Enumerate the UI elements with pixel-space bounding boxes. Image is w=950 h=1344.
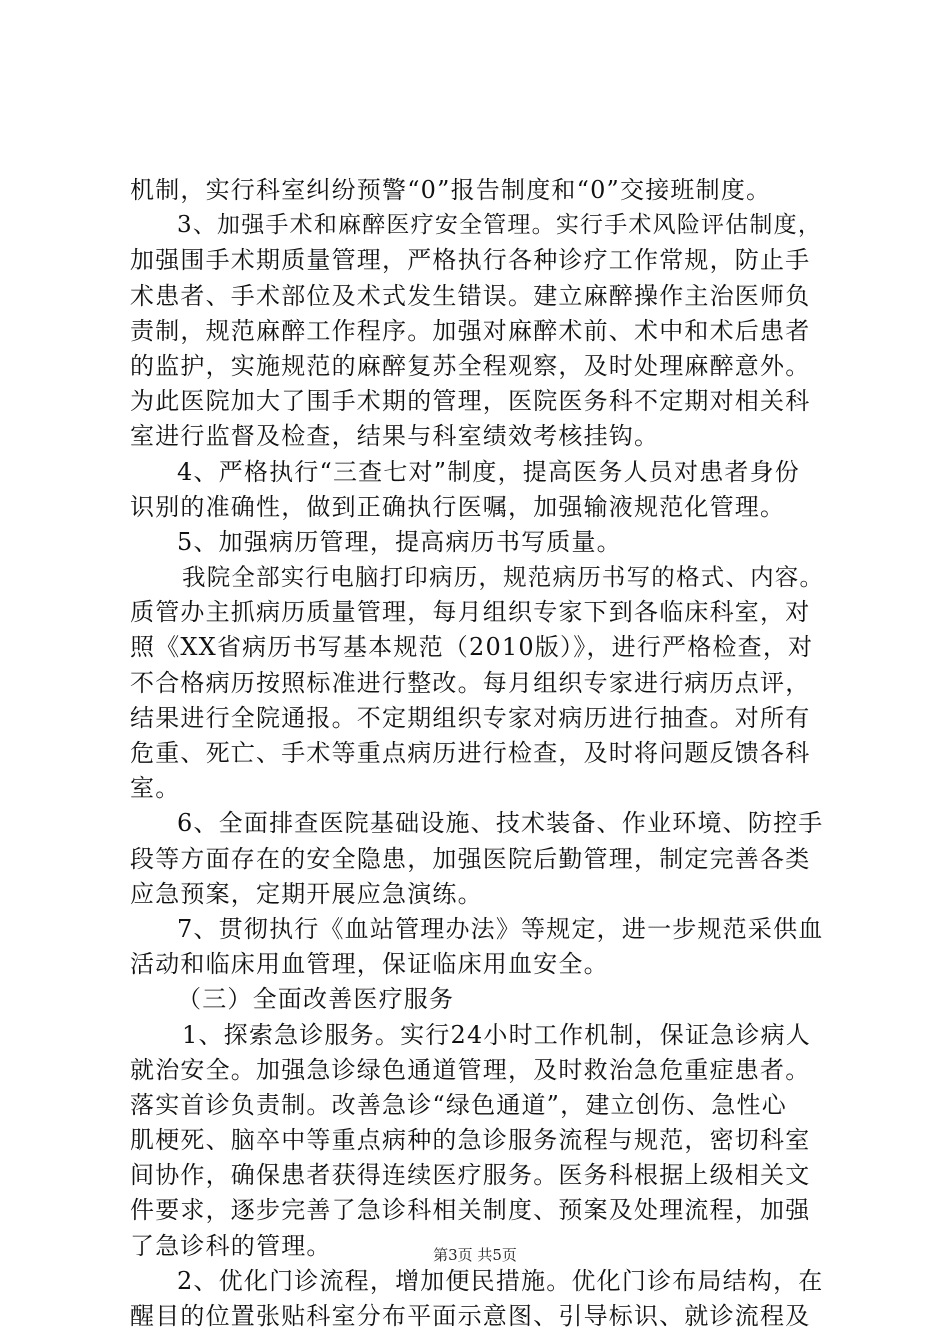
text-line: 危重、死亡、手术等重点病历进行检查，及时将问题反馈各科: [130, 739, 811, 767]
text-line: 3、加强手术和麻醉医疗安全管理。实行手术风险评估制度，: [177, 212, 823, 239]
text-line: 间协作，确保患者获得连续医疗服务。医务科根据上级相关文: [130, 1161, 811, 1190]
document-body: [130, 173, 830, 1334]
text-line: 责制，规范麻醉工作程序。加强对麻醉术前、术中和术后患者: [130, 316, 811, 345]
text-line: 室。: [130, 774, 181, 803]
text-line: 质管办主抓病历质量管理，每月组织专家下到各临床科室，对: [130, 598, 811, 627]
page-footer: 第3页 共5页: [433, 1246, 517, 1264]
text-line: 的监护，实施规范的麻醉复苏全程观察，及时处理麻醉意外。: [130, 351, 811, 380]
text-line: 6、全面排查医院基础设施、技术装备、作业环境、防控手: [177, 809, 824, 838]
text-line: 1、探索急诊服务。实行24小时工作机制，保证急诊病人: [182, 1020, 812, 1049]
text-line: 为此医院加大了围手术期的管理，医院医务科不定期对相关科: [130, 387, 811, 416]
text-line: 我院全部实行电脑打印病历，规范病历书写的格式、内容。: [182, 563, 825, 592]
text-line: 肌梗死、脑卒中等重点病种的急诊服务流程与规范，密切科室: [130, 1126, 811, 1155]
text-line: 加强围手术期质量管理，严格执行各种诊疗工作常规，防止手: [130, 246, 811, 275]
text-line: 醒目的位置张贴科室分布平面示意图、引导标识、就诊流程及: [130, 1302, 811, 1330]
text-line: 结果进行全院通报。不定期组织专家对病历进行抽查。对所有: [130, 703, 811, 732]
text-line: 不合格病历按照标准进行整改。每月组织专家进行病历点评，: [130, 668, 811, 697]
text-line: 照《XX省病历书写基本规范（2010版）》，进行严格检查，对: [130, 633, 814, 662]
text-line: 应急预案，定期开展应急演练。: [130, 879, 483, 908]
text-line: 段等方面存在的安全隐患，加强医院后勤管理，制定完善各类: [130, 844, 811, 873]
text-line: 了急诊科的管理。: [130, 1231, 332, 1260]
text-line: 落实首诊负责制。改善急诊“绿色通道”，建立创伤、急性心: [130, 1090, 787, 1119]
text-line: 件要求，逐步完善了急诊科相关制度、预案及处理流程，加强: [130, 1196, 811, 1225]
text-line: 室进行监督及检查，结果与科室绩效考核挂钩。: [130, 422, 660, 451]
text-line: 识别的准确性，做到正确执行医嘱，加强输液规范化管理。: [130, 492, 786, 521]
text-line: （三）全面改善医疗服务: [177, 985, 455, 1014]
text-line: 2、优化门诊流程，增加便民措施。优化门诊布局结构，在: [177, 1266, 824, 1295]
text-line: 4、严格执行“三查七对”制度，提高医务人员对患者身份: [177, 457, 801, 486]
text-line: 活动和临床用血管理，保证临床用血安全。: [130, 950, 609, 979]
text-line: 7、贯彻执行《血站管理办法》等规定，进一步规范采供血: [177, 914, 824, 943]
text-line: 机制，实行科室纠纷预警“0”报告制度和“0”交接班制度。: [130, 176, 772, 204]
text-line: 就治安全。加强急诊绿色通道管理，及时救治急危重症患者。: [130, 1055, 811, 1084]
text-line: 5、加强病历管理，提高病历书写质量。: [177, 527, 622, 556]
text-line: 术患者、手术部位及术式发生错误。建立麻醉操作主治医师负: [130, 281, 811, 310]
